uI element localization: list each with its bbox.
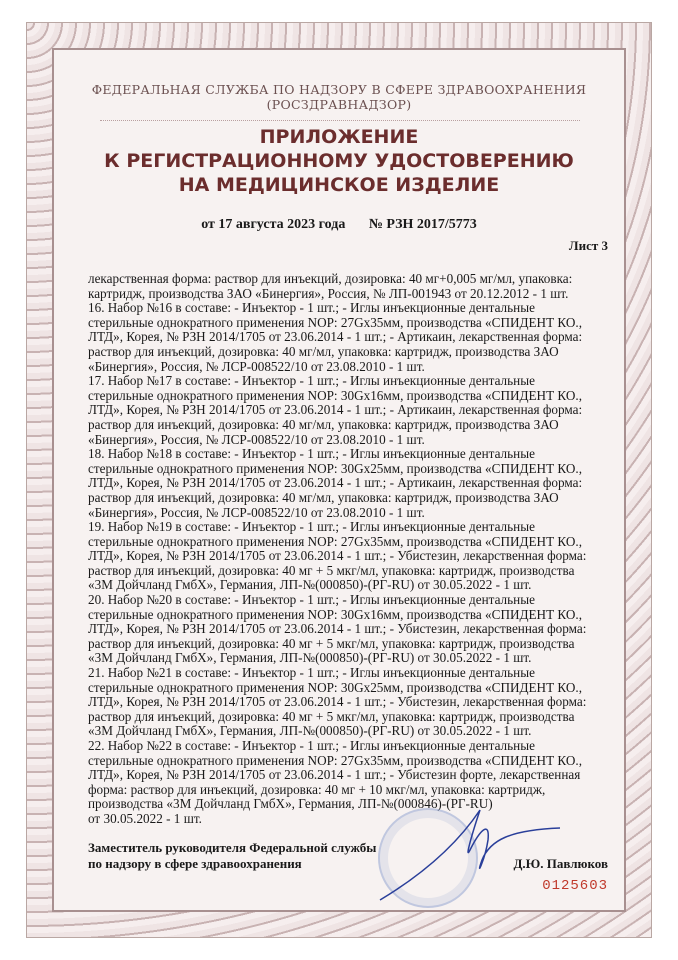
body-line: раствор для инъекций, дозировка: 40 мг/мл, упаковка: картридж, производства ЗАО (88, 416, 559, 432)
agency-name: ФЕДЕРАЛЬНАЯ СЛУЖБА ПО НАДЗОРУ В СФЕРЕ ЗДРАВООХРАНЕНИЯ (91, 82, 587, 97)
document-meta (0, 217, 678, 233)
agency-abbr: (РОСЗДРАВНАДЗОР) (266, 97, 412, 112)
body-line: ЛТД», Корея, № РЗН 2014/1705 от 23.06.2014 - 1 шт.; - Убистезин, лекарственная форма: (88, 548, 587, 564)
position-line: по надзору в сфере здравоохранения (88, 856, 302, 871)
sheet-number: Лист 3 (568, 238, 608, 253)
body-line: раствор для инъекций, дозировка: 40 мг + 5 мкг/мл, упаковка: картридж, производства (88, 635, 575, 651)
divider (100, 120, 580, 121)
title-line: К РЕГИСТРАЦИОННОМУ УДОСТОВЕРЕНИЮ (104, 150, 574, 172)
body-line: 19. Набор №19 в составе: - Инъектор - 1 шт.; - Иглы инъекционные дентальные (88, 519, 535, 535)
body-line: форма: раствор для инъекций, дозировка: 40 мг + 10 мкг/мл, упаковка: картридж, (88, 781, 546, 797)
body-line: раствор для инъекций, дозировка: 40 мг + 5 мкг/мл, упаковка: картридж, производства (88, 562, 575, 578)
body-line: 17. Набор №17 в составе: - Инъектор - 1 шт.; - Иглы инъекционные дентальные (88, 373, 535, 389)
agency-header (0, 82, 678, 112)
body-line: 18. Набор №18 в составе: - Инъектор - 1 шт.; - Иглы инъекционные дентальные (88, 446, 535, 462)
body-line: стерильные однократного применения NOP: 30Gx16мм, производства «СПИДЕНТ КО., (88, 606, 583, 622)
body-line: ЛТД», Корея, № РЗН 2014/1705 от 23.06.2014 - 1 шт.; - Артикаин, лекарственная форма: (88, 402, 583, 418)
body-line: 16. Набор №16 в составе: - Инъектор - 1 шт.; - Иглы инъекционные дентальные (88, 300, 535, 316)
title-line: ПРИЛОЖЕНИЕ (259, 126, 419, 148)
issue-date: от 17 августа 2023 года (201, 217, 346, 232)
body-line: «Бинергия», Россия, № ЛСР-008522/10 от 23.08.2010 - 1 шт. (88, 358, 425, 374)
body-line: ЛТД», Корея, № РЗН 2014/1705 от 23.06.2014 - 1 шт.; - Убистезин, лекарственная форма: (88, 694, 587, 710)
body-line: стерильные однократного применения NOP: 30Gx16мм, производства «СПИДЕНТ КО., (88, 387, 583, 403)
body-line: «3М Дойчланд ГмбХ», Германия, ЛП-№(000850)-(РГ-RU) от 30.05.2022 - 1 шт. (88, 650, 532, 666)
body-line: ЛТД», Корея, № РЗН 2014/1705 от 23.06.2014 - 1 шт.; - Артикаин, лекарственная форма: (88, 329, 583, 345)
body-line: производства «3М Дойчланд ГмбХ», Германия, ЛП-№(000846)-(РГ-RU) (88, 796, 493, 812)
body-line: лекарственная форма: раствор для инъекций, дозировка: 40 мг+0,005 мг/мл, упаковка: (88, 271, 573, 286)
serial-number: 0125603 (542, 878, 608, 894)
body-line: картридж, производства ЗАО «Бинергия», Россия, № ЛП-001943 от 20.12.2012 - 1 шт. (88, 285, 569, 301)
position-line: Заместитель руководителя Федеральной службы (88, 840, 377, 855)
body-line: стерильные однократного применения NOP: 30Gx25мм, производства «СПИДЕНТ КО., (88, 460, 583, 476)
body-line: 21. Набор №21 в составе: - Инъектор - 1 шт.; - Иглы инъекционные дентальные (88, 665, 535, 681)
document-body (88, 272, 613, 827)
body-line: раствор для инъекций, дозировка: 40 мг/мл, упаковка: картридж, производства ЗАО (88, 343, 559, 359)
signature-mark (370, 800, 570, 910)
body-line: ЛТД», Корея, № РЗН 2014/1705 от 23.06.2014 - 1 шт.; - Убистезин форте, лекарственная (88, 767, 581, 783)
body-line: ЛТД», Корея, № РЗН 2014/1705 от 23.06.2014 - 1 шт.; - Убистезин, лекарственная форма: (88, 621, 587, 637)
body-line: «Бинергия», Россия, № ЛСР-008522/10 от 23.08.2010 - 1 шт. (88, 504, 425, 520)
body-line: 20. Набор №20 в составе: - Инъектор - 1 шт.; - Иглы инъекционные дентальные (88, 592, 535, 608)
title-line: НА МЕДИЦИНСКОЕ ИЗДЕЛИЕ (178, 174, 500, 196)
body-line: 22. Набор №22 в составе: - Инъектор - 1 шт.; - Иглы инъекционные дентальные (88, 738, 535, 753)
signatory-position (88, 840, 376, 872)
body-line: раствор для инъекций, дозировка: 40 мг + 5 мкг/мл, упаковка: картридж, производства (88, 708, 575, 724)
body-line: от 30.05.2022 - 1 шт. (88, 810, 202, 826)
body-line: раствор для инъекций, дозировка: 40 мг/мл, упаковка: картридж, производства ЗАО (88, 489, 559, 505)
body-line: стерильные однократного применения NOP: 30Gx25мм, производства «СПИДЕНТ КО., (88, 679, 583, 695)
body-line: «3М Дойчланд ГмбХ», Германия, ЛП-№(000850)-(РГ-RU) от 30.05.2022 - 1 шт. (88, 577, 532, 593)
body-line: стерильные однократного применения NOP: 27Gx35мм, производства «СПИДЕНТ КО., (88, 314, 583, 330)
body-line: «3М Дойчланд ГмбХ», Германия, ЛП-№(000850)-(РГ-RU) от 30.05.2022 - 1 шт. (88, 723, 532, 739)
body-line: «Бинергия», Россия, № ЛСР-008522/10 от 23.08.2010 - 1 шт. (88, 431, 425, 447)
body-line: стерильные однократного применения NOP: 27Gx35мм, производства «СПИДЕНТ КО., (88, 533, 583, 549)
body-line: стерильные однократного применения NOP: 27Gx35мм, производства «СПИДЕНТ КО., (88, 752, 583, 768)
body-line: ЛТД», Корея, № РЗН 2014/1705 от 23.06.2014 - 1 шт.; - Артикаин, лекарственная форма: (88, 475, 583, 491)
signatory-name: Д.Ю. Павлюков (513, 856, 608, 871)
registration-number: № РЗН 2017/5773 (368, 217, 477, 232)
document-title (0, 125, 678, 197)
